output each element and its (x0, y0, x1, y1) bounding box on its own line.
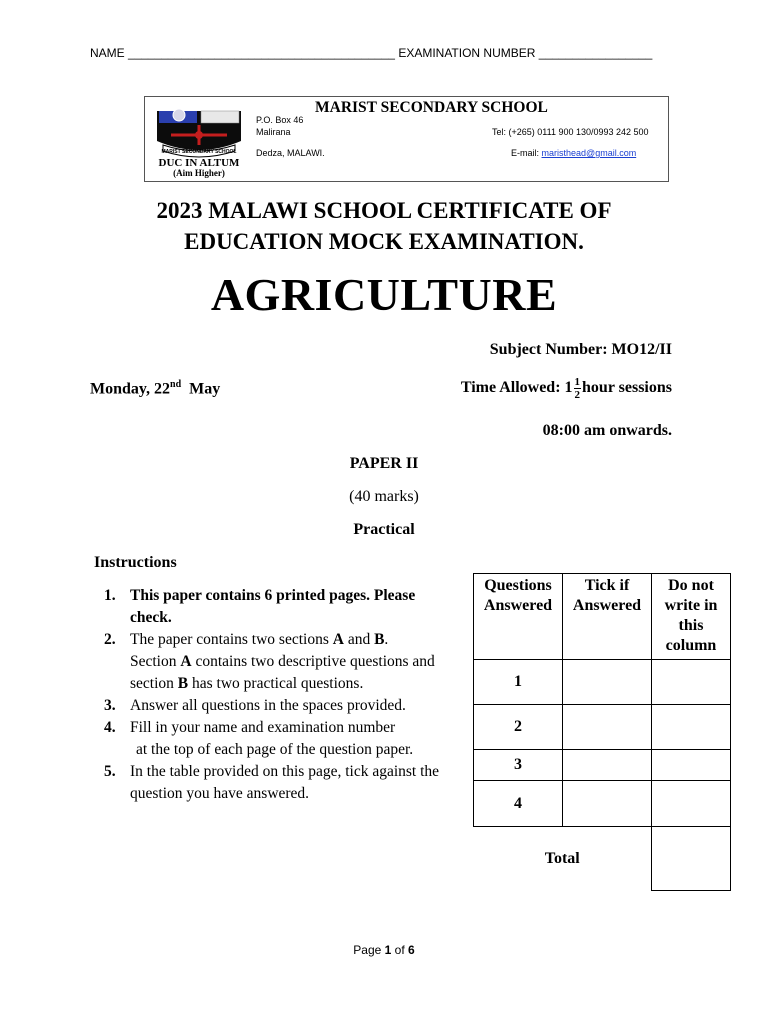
table-row (474, 705, 731, 750)
school-crest-logo (151, 101, 247, 179)
table-total-row (474, 827, 731, 891)
questions-answered-table (473, 573, 731, 891)
instruction-item: 4. Fill in your name and examination number at the top of each page of the question paper. (104, 719, 414, 758)
crest-banner-text: MARIST SECONDARY SCHOOL (161, 149, 237, 155)
name-exam-line (90, 46, 652, 60)
crest-motto-line2: (Aim Higher) (173, 168, 225, 178)
table-header-row (474, 574, 731, 660)
tick-cell[interactable] (563, 705, 652, 750)
date-day: Monday, 22 (90, 380, 171, 398)
fraction-numerator: 1 (574, 375, 581, 388)
email-link[interactable]: maristhead@gmail.com (541, 148, 637, 158)
table-row (474, 750, 731, 781)
page-number: 1 (384, 943, 392, 957)
table-row (474, 660, 731, 705)
instruction-item: 2. The paper contains two sections A and B. Section A contains two descriptive questions and section B has two practical questions. (104, 631, 435, 692)
email-line (511, 148, 636, 158)
crest-motto-line1: DUC IN ALTUM (158, 157, 240, 169)
page-footer (0, 943, 768, 957)
marks-label: (40 marks) (349, 488, 419, 505)
total-cell (652, 827, 731, 891)
tick-cell[interactable] (563, 660, 652, 705)
po-box: P.O. Box 46 (256, 115, 304, 125)
locality: Malirana (256, 127, 291, 137)
subject-title: AGRICULTURE (210, 269, 558, 320)
page-total: 6 (408, 943, 415, 957)
exam-number-label: EXAMINATION NUMBER (398, 46, 536, 60)
examiner-cell (652, 660, 731, 705)
page-label: Page (353, 943, 382, 957)
table-row (474, 781, 731, 827)
telephone: Tel: (+265) 0111 900 130/0993 242 500 (492, 127, 649, 137)
header-tick-if-answered: Tick if Answered (563, 574, 652, 660)
school-name: MARIST SECONDARY SCHOOL (315, 99, 548, 116)
time-fraction (574, 376, 582, 401)
instructions-title: Instructions (94, 554, 177, 571)
date-ordinal: nd (170, 379, 182, 390)
exam-title-line2: EDUCATION MOCK EXAMINATION. (184, 229, 584, 254)
instruction-item: 1. This paper contains 6 printed pages. Please check. (104, 587, 416, 626)
question-number: 2 (474, 705, 563, 750)
exam-number-blank: _________________ (538, 46, 653, 60)
town: Dedza, MALAWI. (256, 148, 325, 158)
header-do-not-write: Do not write in this column (652, 574, 731, 660)
header-questions-answered: Questions Answered (474, 574, 563, 660)
start-time: 08:00 am onwards. (542, 422, 672, 439)
name-blank: ________________________________________ (128, 46, 395, 60)
tick-cell[interactable] (563, 781, 652, 827)
exam-title-line1: 2023 MALAWI SCHOOL CERTIFICATE OF (156, 198, 612, 223)
instruction-item: 5. In the table provided on this page, tick against the question you have answered. (104, 763, 440, 802)
fraction-denominator: 2 (574, 388, 581, 401)
subject-number: Subject Number: MO12/II (489, 341, 672, 358)
time-allowed (461, 370, 672, 406)
examiner-cell (652, 705, 731, 750)
question-number: 1 (474, 660, 563, 705)
examiner-cell (652, 781, 731, 827)
total-label: Total (474, 827, 652, 891)
time-allowed-suffix: hour sessions (582, 379, 672, 396)
time-allowed-prefix: Time Allowed: 1 (460, 379, 573, 396)
question-number: 4 (474, 781, 563, 827)
date-month: May (189, 380, 221, 398)
email-label: E-mail: (511, 148, 540, 158)
name-label: NAME (90, 46, 125, 60)
of-label: of (394, 943, 405, 957)
paper-type: Practical (353, 521, 415, 538)
instruction-item: 3. Answer all questions in the spaces provided. (104, 697, 406, 714)
school-header (144, 96, 669, 182)
question-number: 3 (474, 750, 563, 781)
instructions-list (104, 585, 460, 805)
examiner-cell (652, 750, 731, 781)
tick-cell[interactable] (563, 750, 652, 781)
exam-date (90, 379, 220, 398)
paper-label: PAPER II (349, 455, 419, 472)
